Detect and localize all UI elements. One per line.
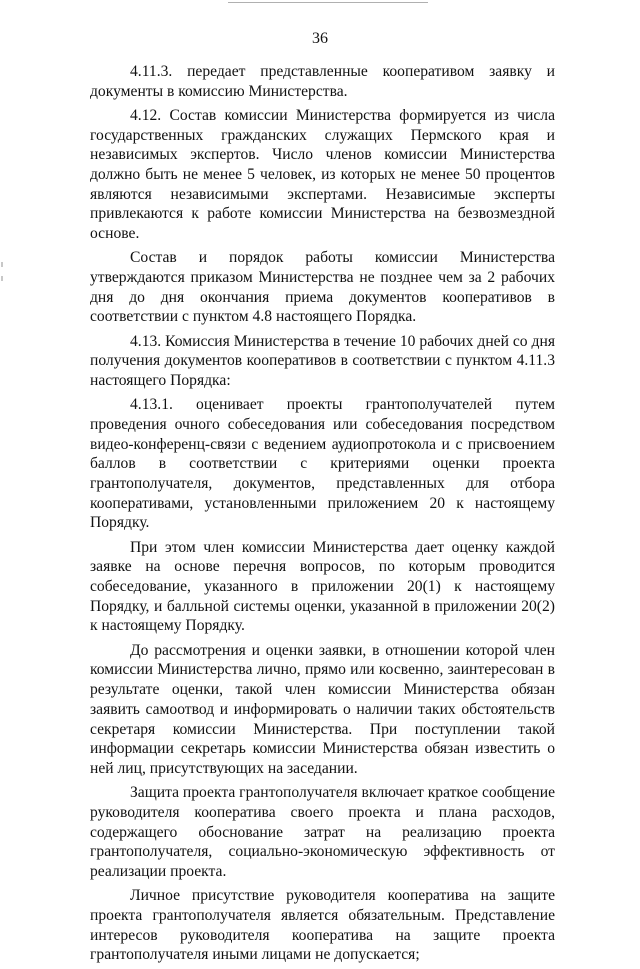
margin-mark	[1, 276, 3, 281]
top-rule	[228, 2, 428, 3]
paragraph-4-13-1: 4.13.1. оценивает проекты грантополучателей путем проведения очного собеседования или собеседования посредством видео-конференц-связи с ведением аудиопротокола и с присвоением баллов в соответствии с критериями оценки проекта грантополучателя, документов, представленных для отбора кооперативами, установленными приложением 20 к настоящему Порядку.	[90, 396, 555, 532]
page-number: 36	[312, 30, 328, 47]
paragraph-recusal: До рассмотрения и оценки заявки, в отношении которой член комиссии Министерства лично, прямо или косвенно, заинтересован в результате оценки, такой член комиссии Министерства обязан заявить самоотвод и информировать о наличии таких обстоятельств секретаря комиссии Министерства. При поступлении такой информации секретарь комиссии Министерства обязан известить о ней лиц, присутствующих на заседании.	[90, 641, 555, 777]
paragraph-4-12: 4.12. Состав комиссии Министерства формируется из числа государственных гражданских служащих Пермского края и независимых экспертов. Число членов комиссии Министерства должно быть не менее 5 человек, из которых не менее 50 процентов являются независимыми экспертами. Независимые эксперты привлекаются к работе комиссии Министерства на безвозмездной основе.	[90, 106, 555, 243]
paragraph-commission-composition: Состав и порядок работы комиссии Министерства утверждаются приказом Министерства не позднее чем за 2 рабочих дня до дня окончания приема документов кооперативов в соответствии с пунктом 4.8 настоящего Порядка.	[90, 249, 555, 326]
paragraph-4-13: 4.13. Комиссия Министерства в течение 10 рабочих дней со дня получения документов кооперативов в соответствии с пунктом 4.11.3 настоящего Порядка:	[90, 332, 555, 390]
paragraph-personal-presence: Личное присутствие руководителя кооператива на защите проекта грантополучателя является обязательным. Представление интересов руководителя кооператива на защите проекта грантополучателя иными лицами не допускается;	[90, 887, 555, 964]
margin-mark	[1, 262, 3, 267]
paragraph-project-defense: Защита проекта грантополучателя включает краткое сообщение руководителя кооператива своего проекта и плана расходов, содержащего обоснование затрат на реализацию проекта грантополучателя, социально-экономическую эффективность от реализации проекта.	[90, 784, 555, 880]
document-body	[90, 62, 555, 969]
paragraph-evaluation: При этом член комиссии Министерства дает оценку каждой заявке на основе перечня вопросов, по которым проводится собеседование, указанного в приложении 20(1) к настоящему Порядку, и балльной системы оценки, указанной в приложении 20(2) к настоящему Порядку.	[90, 538, 555, 635]
paragraph-4-11-3: 4.11.3. передает представленные кооперативом заявку и документы в комиссию Министерства.	[90, 63, 555, 100]
